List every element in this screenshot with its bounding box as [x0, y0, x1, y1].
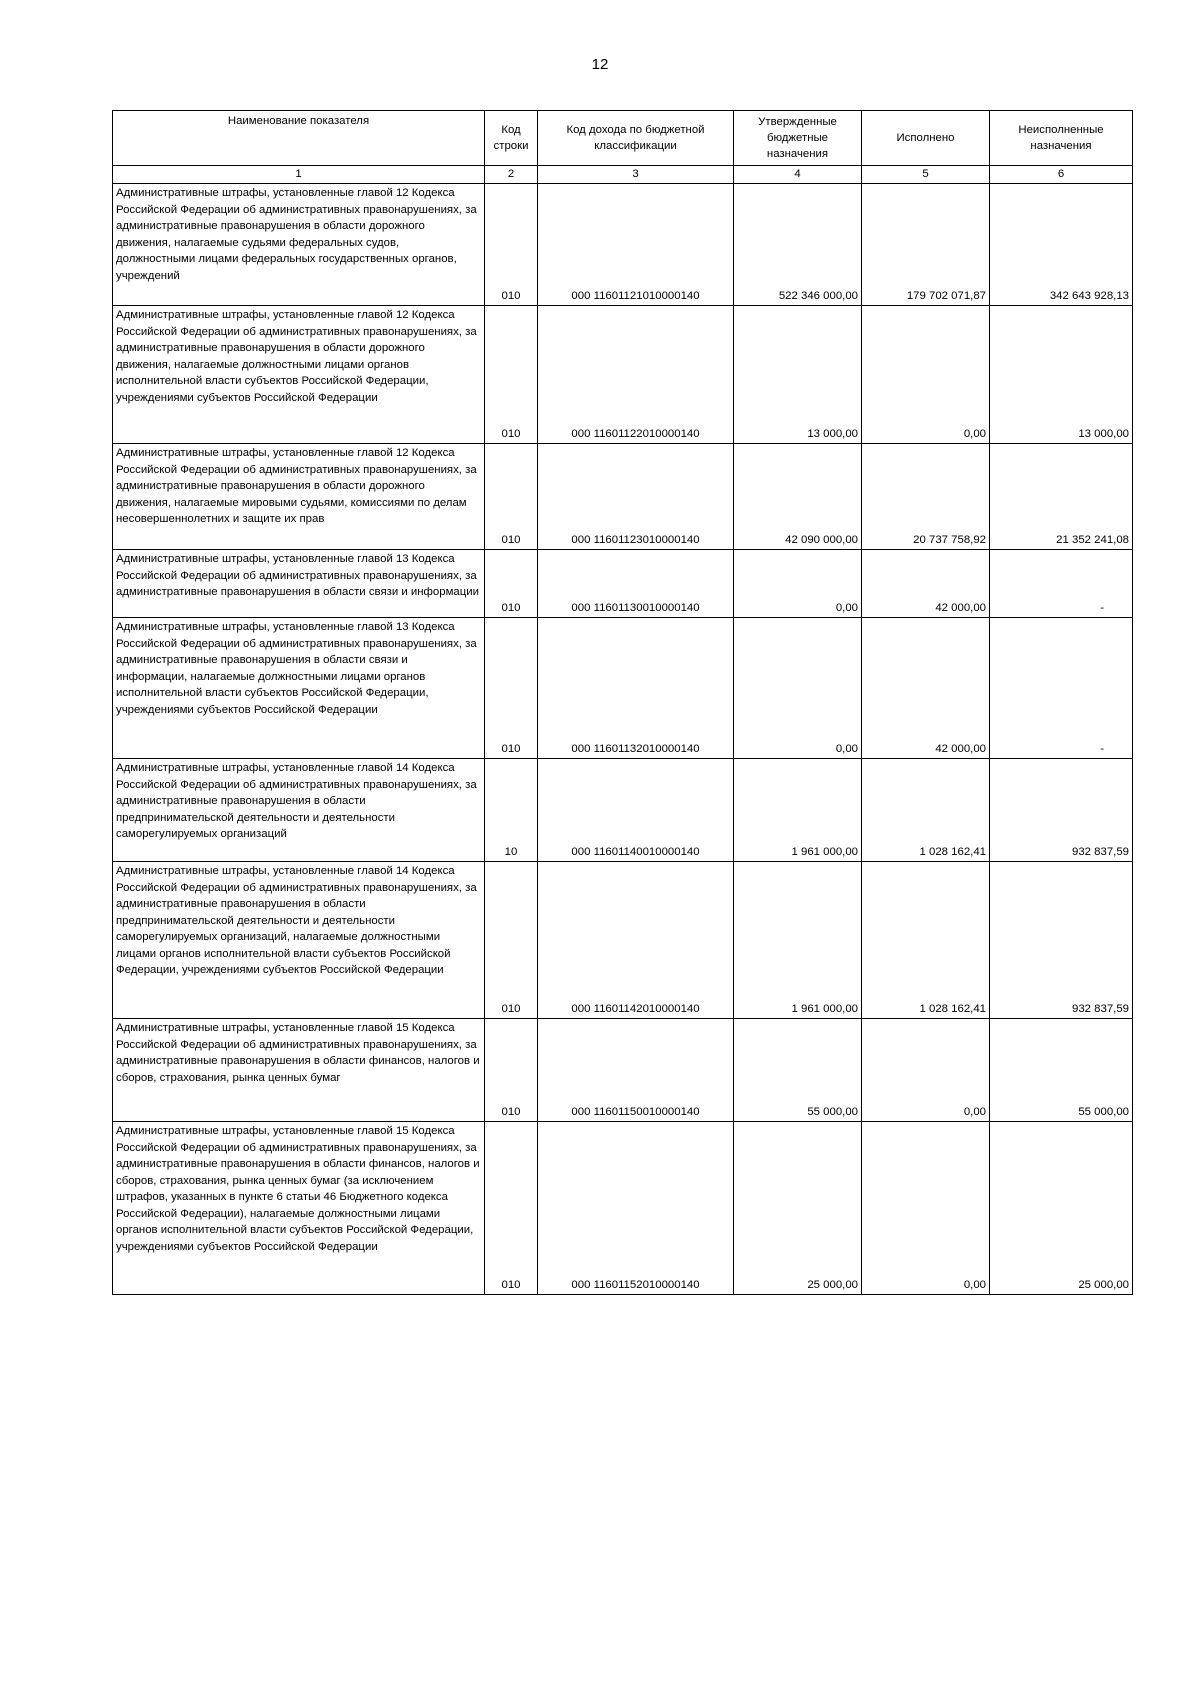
approved-amount: 522 346 000,00: [734, 184, 862, 306]
income-code: 000 11601152010000140: [538, 1122, 734, 1295]
income-code: 000 11601123010000140: [538, 444, 734, 550]
indicator-name: Административные штрафы, установленные главой 13 Кодекса Российской Федерации об административных правонарушениях, за административные правонарушения в области связи и информации: [113, 550, 485, 618]
column-number: 2: [485, 166, 538, 184]
unexecuted-amount: -: [990, 550, 1133, 618]
approved-amount: 0,00: [734, 618, 862, 759]
indicator-name: Административные штрафы, установленные главой 12 Кодекса Российской Федерации об административных правонарушениях, за административные правонарушения в области дорожного движения, налагаемые мировыми судьями, комиссиями по делам несовершеннолетних и защите их прав: [113, 444, 485, 550]
table-row: [113, 759, 1133, 862]
header-line-code: Код строки: [485, 111, 538, 166]
approved-amount: 13 000,00: [734, 306, 862, 444]
line-code: 10: [485, 759, 538, 862]
line-code: 010: [485, 306, 538, 444]
indicator-name: Административные штрафы, установленные главой 13 Кодекса Российской Федерации об административных правонарушениях, за административные правонарушения в области связи и информации, налагаемые должностными лицами органов исполнительной власти субъектов Российской Федерации, учреждениями субъектов Российской Федерации: [113, 618, 485, 759]
executed-amount: 42 000,00: [862, 550, 990, 618]
executed-amount: 0,00: [862, 306, 990, 444]
column-number: 6: [990, 166, 1133, 184]
income-code: 000 11601142010000140: [538, 862, 734, 1019]
income-code: 000 11601122010000140: [538, 306, 734, 444]
approved-amount: 55 000,00: [734, 1019, 862, 1122]
header-name: Наименование показателя: [113, 111, 485, 166]
unexecuted-amount: 55 000,00: [990, 1019, 1133, 1122]
budget-execution-table: [112, 110, 1133, 1295]
indicator-name: Административные штрафы, установленные главой 14 Кодекса Российской Федерации об административных правонарушениях, за административные правонарушения в области предпринимательской деятельности и деятельности саморегулируемых организаций, налагаемые должностными лицами органов исполнительной власти субъектов Российской Федерации, учреждениями субъектов Российской Федерации: [113, 862, 485, 1019]
line-code: 010: [485, 862, 538, 1019]
unexecuted-amount: 342 643 928,13: [990, 184, 1133, 306]
line-code: 010: [485, 444, 538, 550]
unexecuted-amount: 932 837,59: [990, 759, 1133, 862]
table-row: [113, 1122, 1133, 1295]
approved-amount: 1 961 000,00: [734, 862, 862, 1019]
header-executed: Исполнено: [862, 111, 990, 166]
executed-amount: 0,00: [862, 1019, 990, 1122]
table-header-row: [113, 111, 1133, 166]
column-number: 3: [538, 166, 734, 184]
indicator-name: Административные штрафы, установленные главой 12 Кодекса Российской Федерации об административных правонарушениях, за административные правонарушения в области дорожного движения, налагаемые судьями федеральных судов, должностными лицами федеральных государственных органов, учреждений: [113, 184, 485, 306]
table-row: [113, 306, 1133, 444]
unexecuted-amount: 13 000,00: [990, 306, 1133, 444]
executed-amount: 42 000,00: [862, 618, 990, 759]
column-number-row: [113, 166, 1133, 184]
table-row: [113, 444, 1133, 550]
column-number: 4: [734, 166, 862, 184]
header-approved: Утвержденные бюджетные назначения: [734, 111, 862, 166]
approved-amount: 42 090 000,00: [734, 444, 862, 550]
approved-amount: 0,00: [734, 550, 862, 618]
indicator-name: Административные штрафы, установленные главой 15 Кодекса Российской Федерации об административных правонарушениях, за административные правонарушения в области финансов, налогов и сборов, страхования, рынка ценных бумаг (за исключением штрафов, указанных в пункте 6 статьи 46 Бюджетного кодекса Российской Федерации), налагаемые должностными лицами органов исполнительной власти субъектов Российской Федерации, учреждениями субъектов Российской Федерации: [113, 1122, 485, 1295]
table-row: [113, 1019, 1133, 1122]
unexecuted-amount: -: [990, 618, 1133, 759]
line-code: 010: [485, 618, 538, 759]
line-code: 010: [485, 550, 538, 618]
line-code: 010: [485, 184, 538, 306]
indicator-name: Административные штрафы, установленные главой 12 Кодекса Российской Федерации об административных правонарушениях, за административные правонарушения в области дорожного движения, налагаемые должностными лицами органов исполнительной власти субъектов Российской Федерации, учреждениями субъектов Российской Федерации: [113, 306, 485, 444]
executed-amount: 1 028 162,41: [862, 862, 990, 1019]
page-number: 12: [591, 56, 609, 73]
unexecuted-amount: 932 837,59: [990, 862, 1133, 1019]
indicator-name: Административные штрафы, установленные главой 15 Кодекса Российской Федерации об административных правонарушениях, за административные правонарушения в области финансов, налогов и сборов, страхования, рынка ценных бумаг: [113, 1019, 485, 1122]
table-row: [113, 618, 1133, 759]
approved-amount: 1 961 000,00: [734, 759, 862, 862]
executed-amount: 1 028 162,41: [862, 759, 990, 862]
income-code: 000 11601130010000140: [538, 550, 734, 618]
executed-amount: 179 702 071,87: [862, 184, 990, 306]
income-code: 000 11601121010000140: [538, 184, 734, 306]
line-code: 010: [485, 1019, 538, 1122]
line-code: 010: [485, 1122, 538, 1295]
unexecuted-amount: 21 352 241,08: [990, 444, 1133, 550]
table-row: [113, 184, 1133, 306]
executed-amount: 20 737 758,92: [862, 444, 990, 550]
table-row: [113, 550, 1133, 618]
unexecuted-amount: 25 000,00: [990, 1122, 1133, 1295]
executed-amount: 0,00: [862, 1122, 990, 1295]
approved-amount: 25 000,00: [734, 1122, 862, 1295]
indicator-name: Административные штрафы, установленные главой 14 Кодекса Российской Федерации об административных правонарушениях, за административные правонарушения в области предпринимательской деятельности и деятельности саморегулируемых организаций: [113, 759, 485, 862]
table-row: [113, 862, 1133, 1019]
income-code: 000 11601150010000140: [538, 1019, 734, 1122]
income-code: 000 11601140010000140: [538, 759, 734, 862]
column-number: 1: [113, 166, 485, 184]
column-number: 5: [862, 166, 990, 184]
header-unexecuted: Неисполненные назначения: [990, 111, 1133, 166]
header-income-code: Код дохода по бюджетной классификации: [538, 111, 734, 166]
income-code: 000 11601132010000140: [538, 618, 734, 759]
